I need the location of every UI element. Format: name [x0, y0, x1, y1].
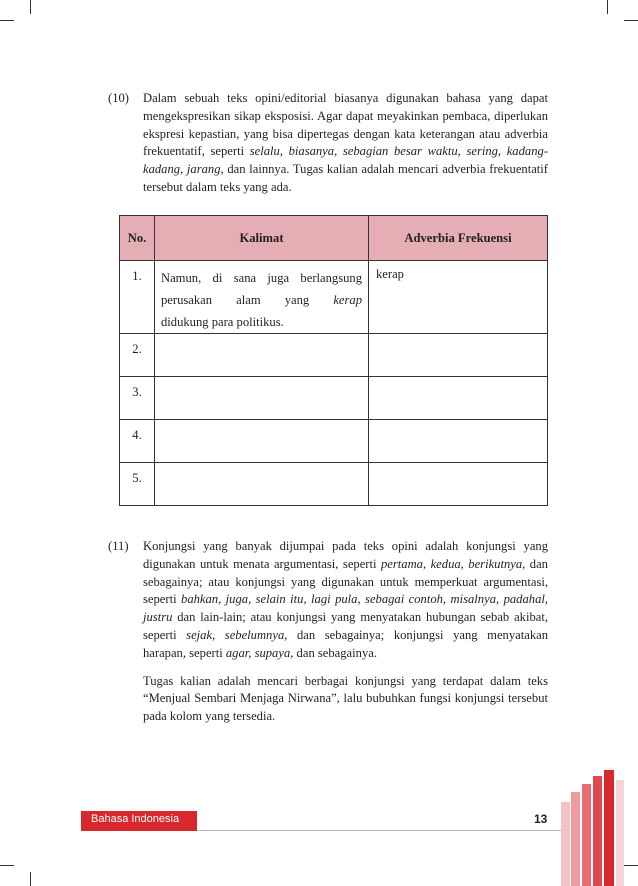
kalimat-cell[interactable] — [155, 420, 369, 463]
paragraph-number: (10) — [108, 91, 129, 105]
stripe — [604, 770, 614, 886]
table-row — [120, 420, 548, 463]
table-row — [120, 261, 548, 334]
adverbia-cell[interactable] — [369, 334, 548, 377]
stripe — [561, 802, 570, 886]
header-kalimat: Kalimat — [155, 216, 369, 261]
table-row — [120, 377, 548, 420]
stripe — [571, 792, 580, 886]
paragraph-11 — [108, 538, 548, 726]
row-number: 5. — [120, 463, 155, 506]
kalimat-cell[interactable] — [155, 377, 369, 420]
table-row — [120, 463, 548, 506]
crop-mark — [30, 0, 31, 14]
header-adverbia: Adverbia Frekuensi — [369, 216, 548, 261]
header-no: No. — [120, 216, 155, 261]
paragraph-10 — [108, 90, 548, 197]
row-number: 4. — [120, 420, 155, 463]
book-title: Bahasa Indonesia — [91, 813, 180, 825]
adverbia-cell[interactable] — [369, 377, 548, 420]
adverbia-cell[interactable] — [369, 463, 548, 506]
kalimat-cell[interactable] — [155, 463, 369, 506]
paragraph-10-text: Dalam sebuah teks opini/editorial biasanya digunakan bahasa yang dapat mengekspresikan sikap eksposisi. Agar dapat meyakinkan pembaca, diperlukan ekspresi kepastian, yang bisa dipertegas dengan kata keterangan atau adverbia frekuentatif, seperti selalu, biasanya, sebagian besar waktu, sering, kadang-kadang, jarang, dan lainnya. Tugas kalian adalah mencari adverbia frekuentatif tersebut dalam teks yang ada. — [143, 91, 548, 194]
table-row — [120, 334, 548, 377]
row-number: 2. — [120, 334, 155, 377]
row-number: 3. — [120, 377, 155, 420]
page-number: 13 — [534, 812, 548, 826]
crop-mark — [607, 0, 608, 14]
crop-mark — [624, 865, 638, 866]
adverbia-table — [119, 215, 548, 506]
crop-mark — [0, 865, 14, 866]
adverbia-cell: kerap — [369, 261, 548, 334]
stripe — [593, 776, 602, 886]
paragraph-11-task: Tugas kalian adalah mencari berbagai konjungsi yang terdapat dalam teks “Menjual Sembari Menjaga Nirwana”, lalu bubuhkan fungsi konjungsi tersebut pada kolom yang tersedia. — [143, 673, 548, 724]
row-number: 1. — [120, 261, 155, 334]
crop-mark — [624, 20, 638, 21]
footer-divider — [197, 830, 561, 831]
kalimat-cell: Namun, di sana juga berlangsung perusakan alam yang kerap didukung para politikus. — [155, 261, 369, 334]
kalimat-cell[interactable] — [155, 334, 369, 377]
paragraph-11-text: Konjungsi yang banyak dijumpai pada teks opini adalah konjungsi yang digunakan untuk menata argumentasi, seperti pertama, kedua, berikutnya, dan sebagainya; atau konjungsi yang digunakan untuk memperkuat argumentasi, seperti bahkan, juga, selain itu, lagi pula, sebagai contoh, misalnya, padahal, justru dan lain-lain; atau konjungsi yang menyatakan hubungan sebab akibat, seperti sejak, sebelumnya, dan sebagainya; konjungsi yang menyatakan harapan, seperti agar, supaya, dan sebagainya. — [143, 539, 549, 660]
stripe — [616, 780, 624, 886]
crop-mark — [0, 20, 14, 21]
adverbia-cell[interactable] — [369, 420, 548, 463]
paragraph-number: (11) — [108, 539, 129, 553]
stripe — [582, 784, 591, 886]
crop-mark — [30, 872, 31, 886]
table-header-row — [120, 216, 548, 261]
